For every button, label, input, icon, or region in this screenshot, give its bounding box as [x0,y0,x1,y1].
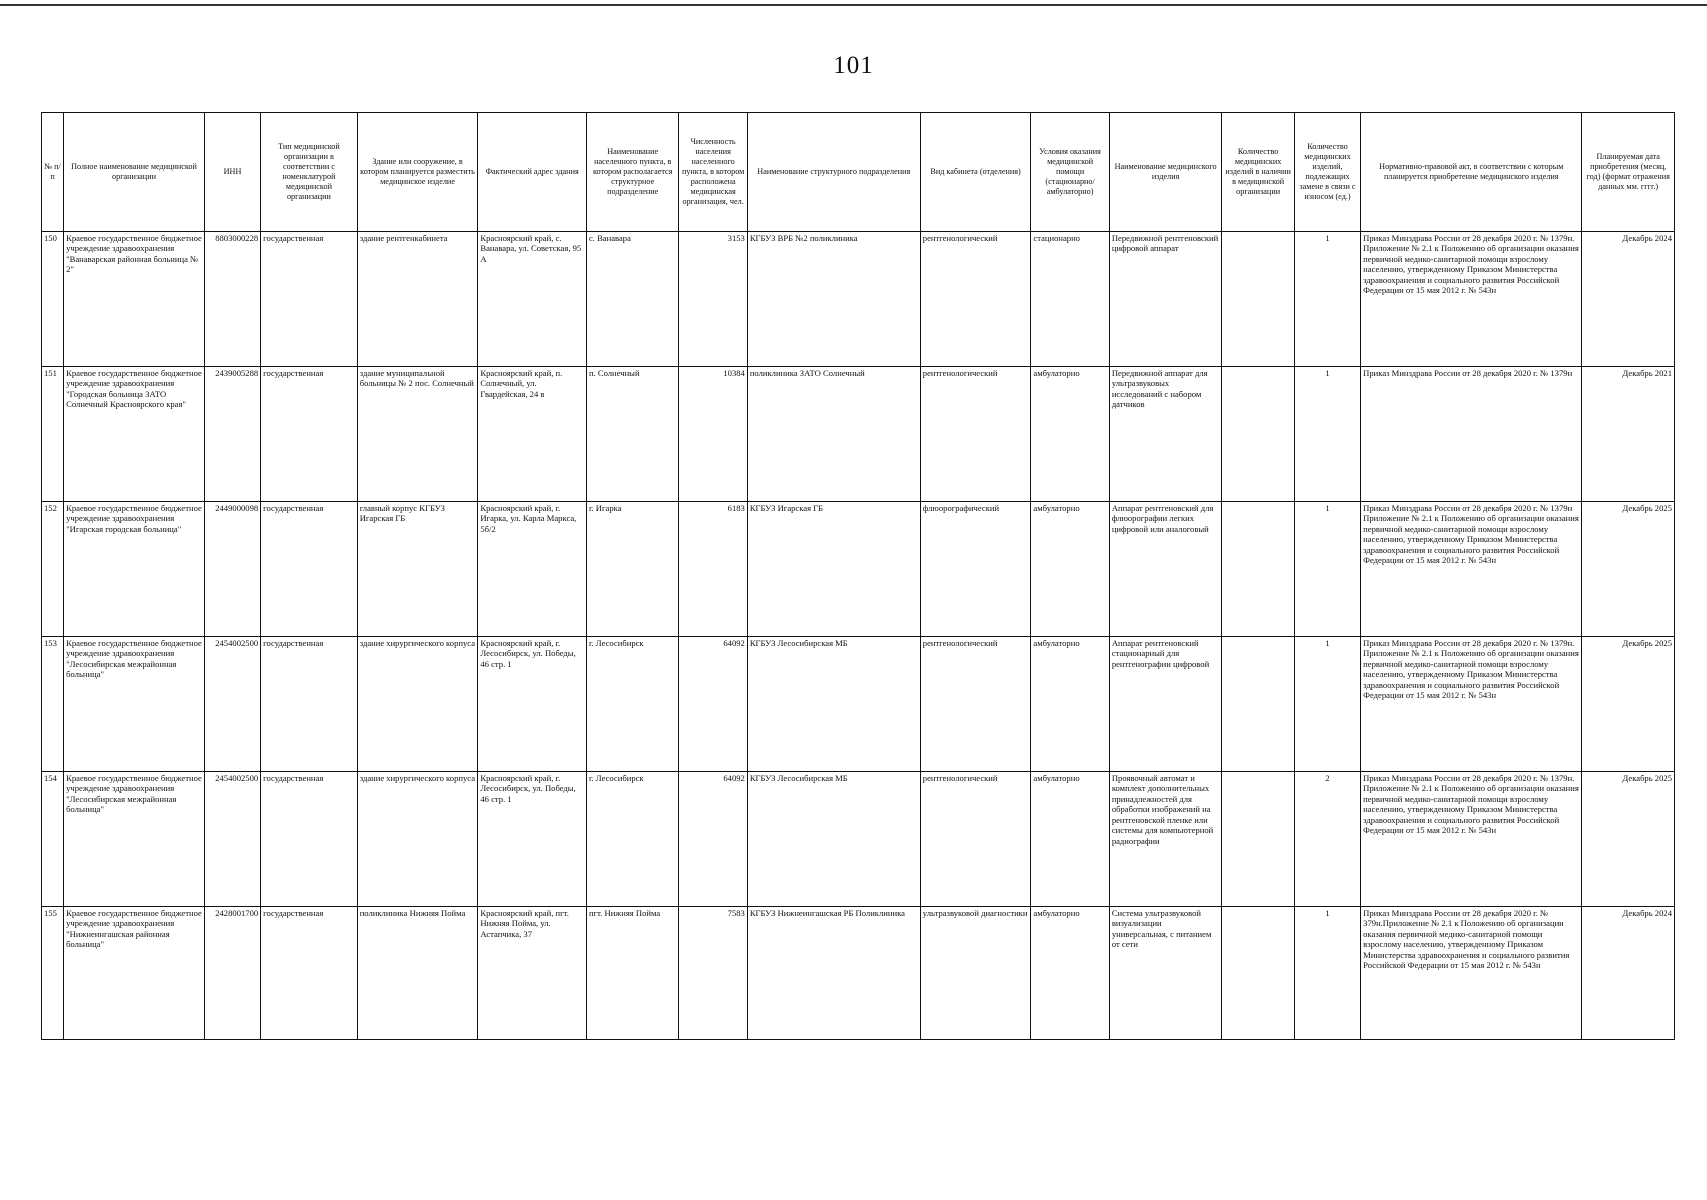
cell-address: Красноярский край, г. Лесосибирск, ул. Победы, 46 стр. 1 [478,637,587,772]
cell-date: Декабрь 2024 [1582,907,1675,1040]
cell-conditions: амбулаторно [1031,907,1109,1040]
cell-cabinet: ультразвуковой диагностики [920,907,1031,1040]
cell-address: Красноярский край, г. Игарка, ул. Карла Маркса, 5б/2 [478,502,587,637]
cell-in-stock [1222,502,1294,637]
cell-date: Декабрь 2024 [1582,232,1675,367]
cell-replace: 1 [1294,502,1360,637]
header-cell-type: Тип медицинской организации в соответствии с номенклатурой медицинской организации [261,113,358,232]
cell-inn: 2439005288 [204,367,260,502]
cell-org: Краевое государственное бюджетное учреждение здравоохранения "Лесосибирская межрайонная больница" [64,772,205,907]
cell-device: Передвижной аппарат для ультразвуковых исследований с набором датчиков [1109,367,1222,502]
header-cell-building: Здание или сооружение, в котором планируется разместить медицинское изделие [357,113,478,232]
cell-population: 7583 [679,907,747,1040]
cell-replace: 1 [1294,232,1360,367]
cell-type: государственная [261,772,358,907]
cell-inn: 2454002500 [204,772,260,907]
cell-in-stock [1222,637,1294,772]
cell-population: 3153 [679,232,747,367]
cell-no: 154 [42,772,64,907]
cell-subdivision: КГБУЗ Лесосибирская МБ [747,637,920,772]
cell-cabinet: рентгенологический [920,637,1031,772]
header-cell-conditions: Условия оказания медицинской помощи (стационарно/ амбулаторно) [1031,113,1109,232]
page-number: 101 [833,52,874,79]
cell-population: 6183 [679,502,747,637]
cell-building: поликлиника Нижняя Пойма [357,907,478,1040]
cell-conditions: амбулаторно [1031,772,1109,907]
header-cell-locality: Наименование населенного пункта, в котором располагается структурное подразделение [586,113,679,232]
cell-building: здание хирургического корпуса [357,637,478,772]
header-cell-inn: ИНН [204,113,260,232]
cell-cabinet: рентгенологический [920,367,1031,502]
cell-org: Краевое государственное бюджетное учреждение здравоохранения "Ванаварская районная больница № 2" [64,232,205,367]
cell-in-stock [1222,772,1294,907]
cell-org: Краевое государственное бюджетное учреждение здравоохранения "Лесосибирская межрайонная больница" [64,637,205,772]
cell-cabinet: рентгенологический [920,772,1031,907]
cell-act: Приказ Минздрава России от 28 декабря 2020 г. № 1379н. Приложение № 2.1 к Положению об организации оказания первичной медико-санитарной помощи взрослому населению, утвержденному Приказом Министерства здравоохранения и социального развития Российской Федерации от 15 мая 2012 г. № 543н [1361,637,1582,772]
cell-locality: пгт. Нижняя Пойма [586,907,679,1040]
cell-date: Декабрь 2021 [1582,367,1675,502]
cell-act: Приказ Минздрава России от 28 декабря 2020 г. № 1379н Приложение № 2.1 к Положению об организации оказания первичной медико-санитарной помощи взрослому населению, утвержденному Приказом Министерства здравоохранения и социального развития Российской Федерации от 15 мая 2012 г. № 543н [1361,502,1582,637]
cell-replace: 1 [1294,367,1360,502]
top-rule [0,4,1707,6]
cell-conditions: амбулаторно [1031,367,1109,502]
cell-population: 10384 [679,367,747,502]
cell-type: государственная [261,232,358,367]
cell-no: 151 [42,367,64,502]
cell-building: здание рентгенкабинета [357,232,478,367]
table-row [42,502,1675,637]
cell-org: Краевое государственное бюджетное учреждение здравоохранения "Игарская городская больница" [64,502,205,637]
cell-address: Красноярский край, пгт. Нижняя Пойма, ул. Астапчика, 37 [478,907,587,1040]
table-row [42,637,1675,772]
cell-inn: 8803000228 [204,232,260,367]
header-cell-subdivision: Наименование структурного подразделения [747,113,920,232]
cell-device: Система ультразвуковой визуализации универсальная, с питанием от сети [1109,907,1222,1040]
cell-inn: 2449000098 [204,502,260,637]
equipment-table [41,112,1675,1040]
cell-act: Приказ Минздрава России от 28 декабря 2020 г. № 1379н [1361,367,1582,502]
header-cell-no: № п/п [42,113,64,232]
cell-replace: 1 [1294,637,1360,772]
cell-population: 64092 [679,637,747,772]
cell-device: Передвижной рентгеновский цифровой аппарат [1109,232,1222,367]
cell-subdivision: КГБУЗ Игарская ГБ [747,502,920,637]
cell-no: 150 [42,232,64,367]
cell-building: главный корпус КГБУЗ Игарская ГБ [357,502,478,637]
cell-locality: г. Лесосибирск [586,772,679,907]
cell-conditions: стационарно [1031,232,1109,367]
cell-inn: 2428001700 [204,907,260,1040]
cell-cabinet: флюорографический [920,502,1031,637]
header-cell-date: Планируемая дата приобретения (месяц, год) (формат отражения данных мм. гггг.) [1582,113,1675,232]
cell-type: государственная [261,637,358,772]
table-row [42,907,1675,1040]
cell-conditions: амбулаторно [1031,502,1109,637]
cell-replace: 1 [1294,907,1360,1040]
cell-building: здание муниципальной больницы № 2 пос. Солнечный [357,367,478,502]
header-cell-cabinet: Вид кабинета (отделения) [920,113,1031,232]
cell-in-stock [1222,367,1294,502]
cell-conditions: амбулаторно [1031,637,1109,772]
cell-address: Красноярский край, п. Солнечный, ул. Гвардейская, 24 в [478,367,587,502]
cell-subdivision: КГБУЗ ВРБ №2 поликлиника [747,232,920,367]
cell-date: Декабрь 2025 [1582,772,1675,907]
header-cell-org: Полное наименование медицинской организации [64,113,205,232]
table-body [42,232,1675,1040]
cell-population: 64092 [679,772,747,907]
cell-act: Приказ Минздрава России от 28 декабря 2020 г. № 1379н. Приложение № 2.1 к Положению об организации оказания первичной медико-санитарной помощи взрослому населению, утвержденному Приказом Министерства здравоохранения и социального развития Российской Федерации от 15 мая 2012 г. № 543н [1361,232,1582,367]
table-row [42,772,1675,907]
cell-org: Краевое государственное бюджетное учреждение здравоохранения "Нижнеингашская районная больница" [64,907,205,1040]
cell-type: государственная [261,907,358,1040]
cell-address: Красноярский край, с. Ванавара, ул. Советская, 95 А [478,232,587,367]
cell-locality: п. Солнечный [586,367,679,502]
cell-subdivision: поликлиника ЗАТО Солнечный [747,367,920,502]
cell-type: государственная [261,502,358,637]
cell-in-stock [1222,907,1294,1040]
cell-address: Красноярский край, г. Лесосибирск, ул. Победы, 46 стр. 1 [478,772,587,907]
cell-no: 153 [42,637,64,772]
header-cell-act: Нормативно-правовой акт, в соответствии с которым планируется приобретение медицинского изделия [1361,113,1582,232]
cell-act: Приказ Минздрава России от 28 декабря 2020 г. № 1379н. Приложение № 2.1 к Положению об организации оказания первичной медико-санитарной помощи взрослому населению, утвержденному Приказом Министерства здравоохранения и социального развития Российской Федерации от 15 мая 2012 г. № 543н [1361,772,1582,907]
cell-device: Аппарат рентгеновский стационарный для рентгенографии цифровой [1109,637,1222,772]
header-row [42,113,1675,232]
header-cell-in-stock: Количество медицинских изделий в наличии в медицинской организации [1222,113,1294,232]
table-row [42,232,1675,367]
cell-inn: 2454002500 [204,637,260,772]
cell-org: Краевое государственное бюджетное учреждение здравоохранения "Городская больница ЗАТО Солнечный Красноярского края" [64,367,205,502]
cell-in-stock [1222,232,1294,367]
header-cell-replace: Количество медицинских изделий, подлежащих замене в связи с износом (ед.) [1294,113,1360,232]
cell-date: Декабрь 2025 [1582,637,1675,772]
header-cell-address: Фактический адрес здания [478,113,587,232]
cell-locality: с. Ванавара [586,232,679,367]
cell-cabinet: рентгенологический [920,232,1031,367]
cell-no: 155 [42,907,64,1040]
cell-act: Приказ Минздрава России от 28 декабря 2020 г. № 379н.Приложение № 2.1 к Положению об организации оказания первичной медико-санитарной помощи взрослому населению, утвержденному Приказом Министерства здравоохранения и социального развития Российской Федерации от 15 мая 2012 г. № 543н [1361,907,1582,1040]
table-header [42,113,1675,232]
cell-no: 152 [42,502,64,637]
cell-replace: 2 [1294,772,1360,907]
cell-device: Аппарат рентгеновский для флюорографии легких цифровой или аналоговый [1109,502,1222,637]
cell-device: Проявочный автомат и комплект дополнительных принадлежностей для обработки изображений на рентгеновской пленке или системы для компьютерной радиографии [1109,772,1222,907]
header-cell-population: Численность населения населенного пункта, в котором расположена медицинская организация, чел. [679,113,747,232]
cell-subdivision: КГБУЗ Нижнеингашская РБ Поликлиника [747,907,920,1040]
cell-type: государственная [261,367,358,502]
cell-date: Декабрь 2025 [1582,502,1675,637]
cell-locality: г. Лесосибирск [586,637,679,772]
cell-building: здание хирургического корпуса [357,772,478,907]
cell-subdivision: КГБУЗ Лесосибирская МБ [747,772,920,907]
cell-locality: г. Игарка [586,502,679,637]
table-row [42,367,1675,502]
header-cell-device: Наименование медицинского изделия [1109,113,1222,232]
